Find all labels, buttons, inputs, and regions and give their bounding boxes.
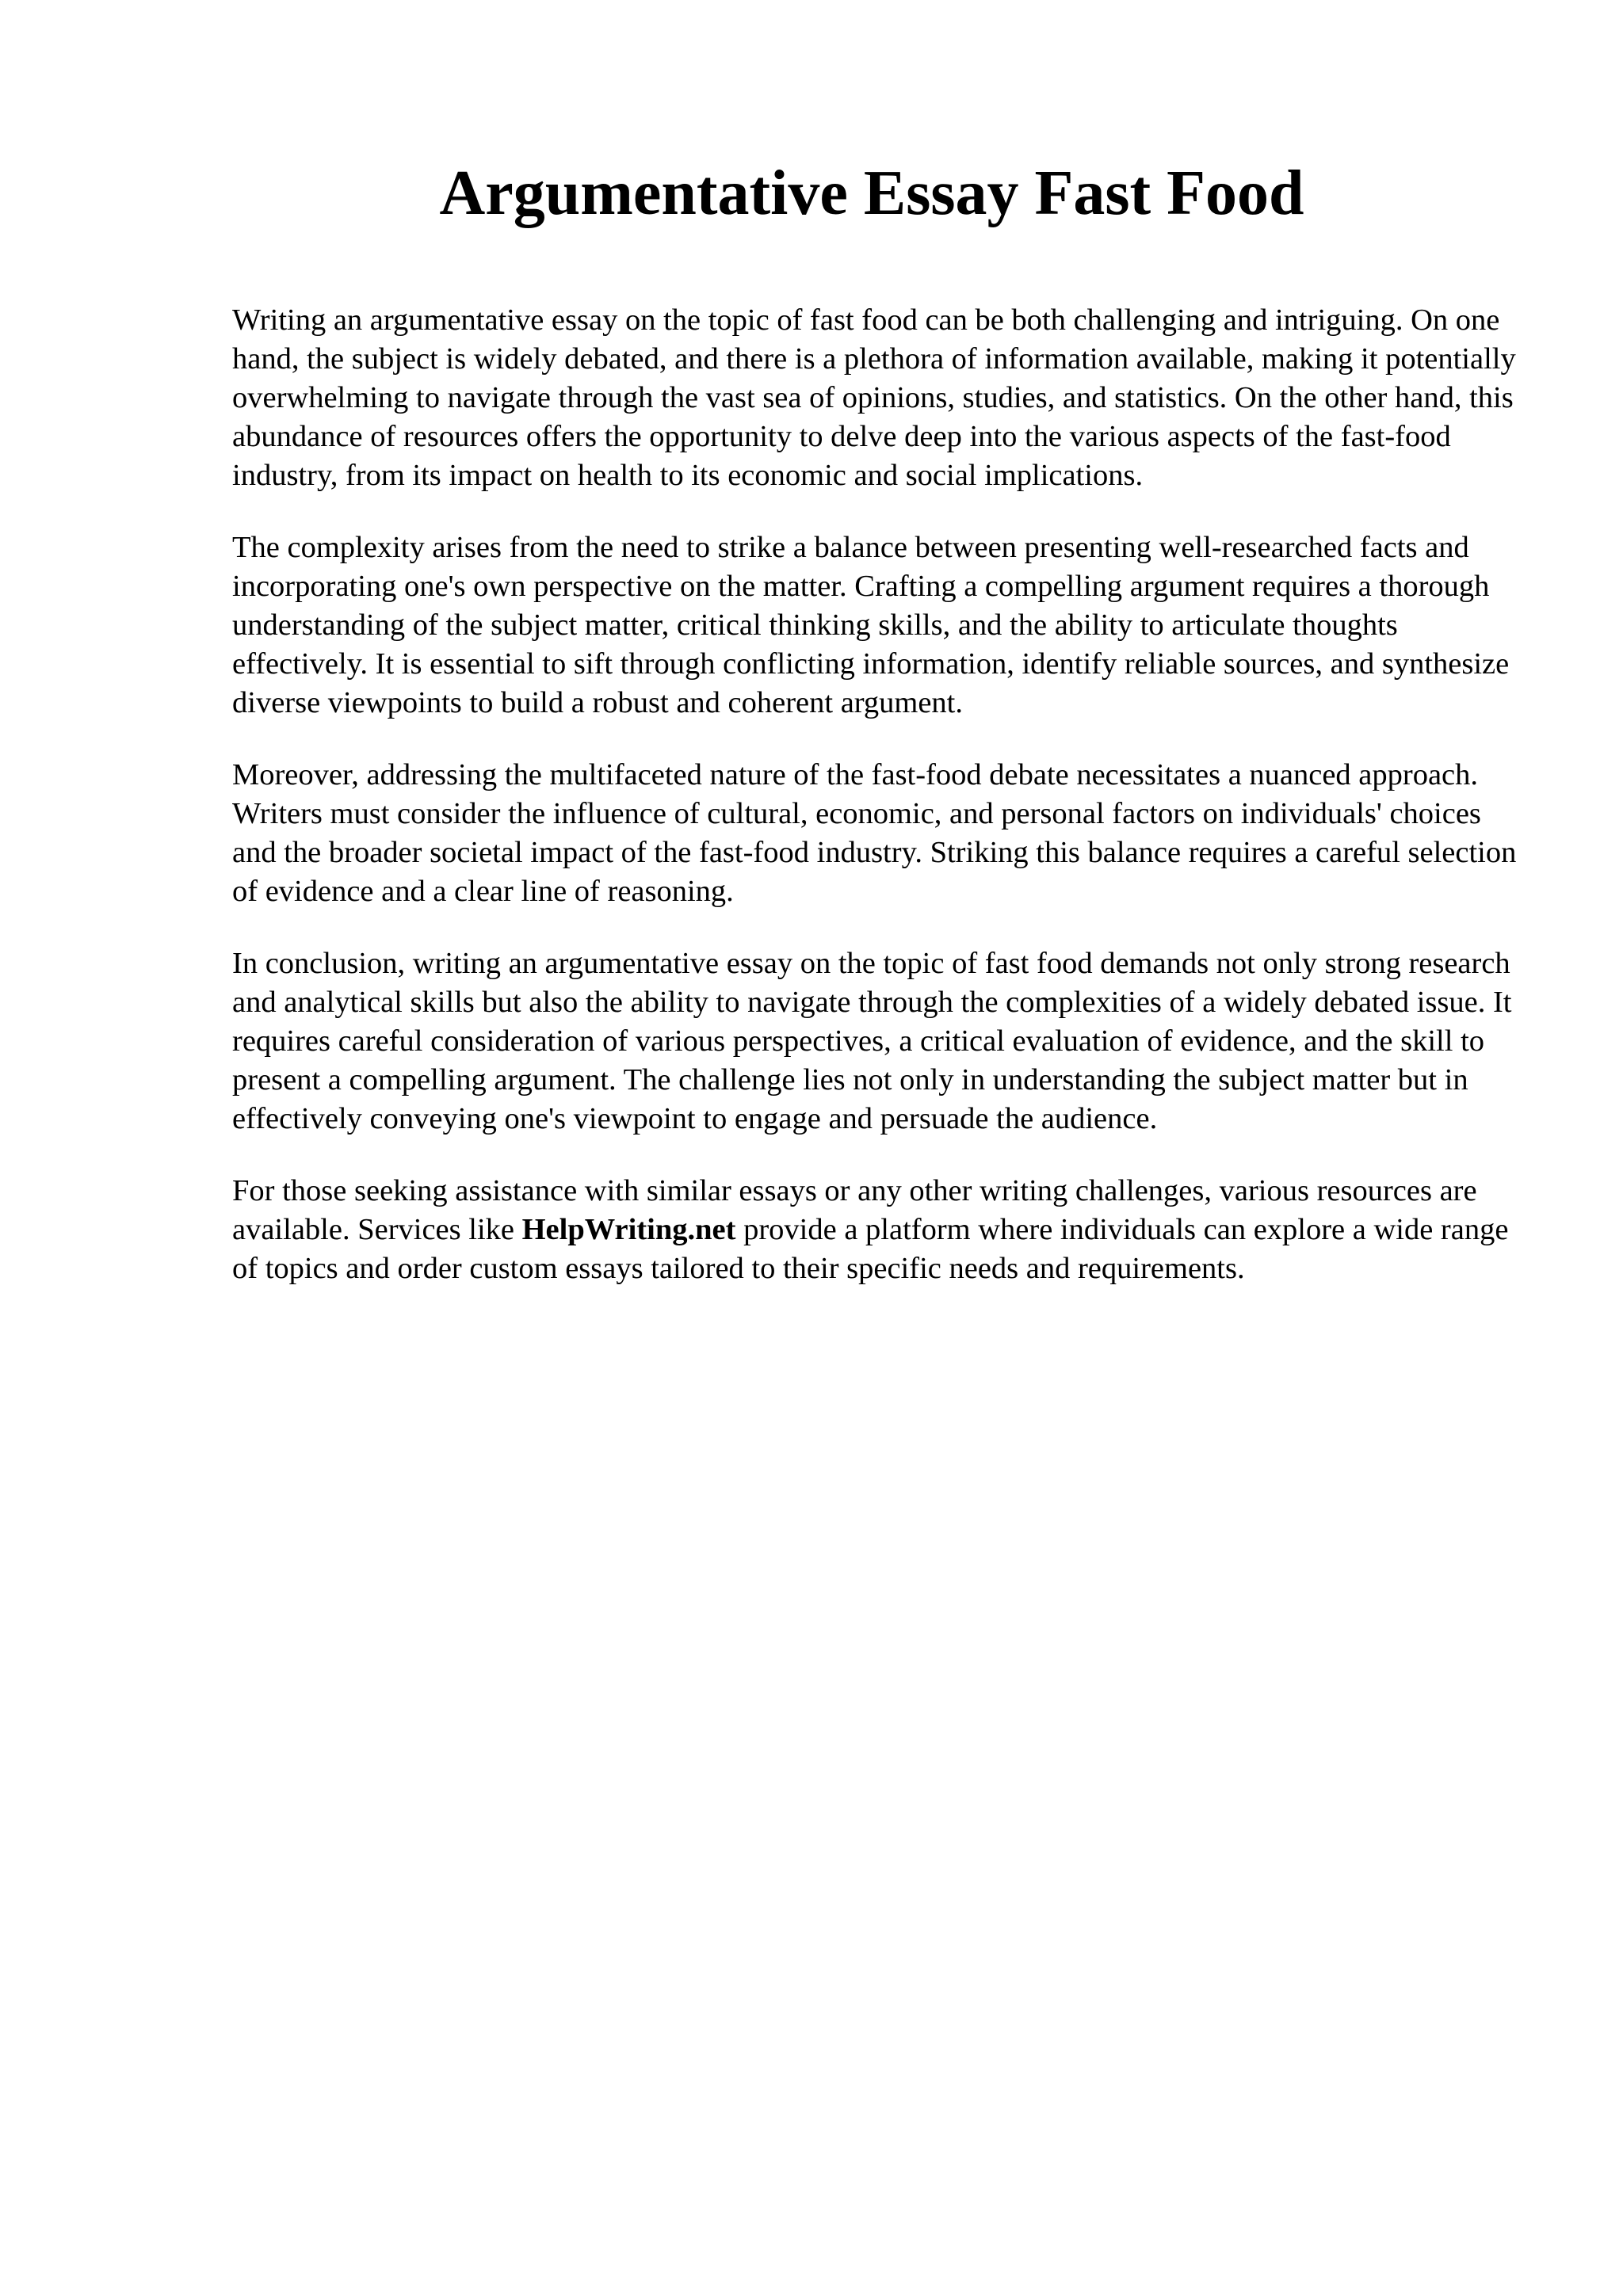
paragraph-3: Moreover, addressing the multifaceted nature of the fast-food debate necessitates a nuanced approach. Writers must consider the influence of cultural, economic, and personal factors on individuals' choices and the broader societal impact of the fast-food industry. Striking this balance requires a careful selection of evidence and a clear line of reasoning. (232, 758, 1517, 908)
closing-text-after: provide a platform where individuals can explore a wide range of topics and order custom essays tailored to their specific needs and requirements. (232, 1213, 1509, 1285)
paragraph-4: In conclusion, writing an argumentative essay on the topic of fast food demands not only strong research and analytical skills but also the ability to navigate through the complexities of a widely debated issue. It requires careful consideration of various perspectives, a critical evaluation of evidence, and the skill to present a compelling argument. The challenge lies not only in understanding the subject matter but in effectively conveying one's viewpoint to engage and persuade the audience. (232, 947, 1512, 1135)
essay-body (232, 301, 1532, 1322)
closing-text-before: For those seeking assistance with similar essays or any other writing challenges, various resources are available. Services like (232, 1174, 1477, 1246)
helpwriting-brand: HelpWriting.net (521, 1213, 736, 1246)
paragraph-5 (232, 1172, 1532, 1288)
paragraph-1: Writing an argumentative essay on the topic of fast food can be both challenging and intriguing. On one hand, the subject is widely debated, and there is a plethora of information available, making it potentially overwhelming to navigate through the vast sea of opinions, studies, and statistics. On the other hand, this abundance of resources offers the opportunity to delve deep into the various aspects of the fast-food industry, from its impact on health to its economic and social implications. (232, 303, 1516, 492)
page-title: Argumentative Essay Fast Food (439, 158, 1304, 228)
paragraph-2: The complexity arises from the need to strike a balance between presenting well-researched facts and incorporating one's own perspective on the matter. Crafting a compelling argument requires a thorough understanding of the subject matter, critical thinking skills, and the ability to articulate thoughts effectively. It is essential to sift through conflicting information, identify reliable sources, and synthesize diverse viewpoints to build a robust and coherent argument. (232, 531, 1510, 719)
